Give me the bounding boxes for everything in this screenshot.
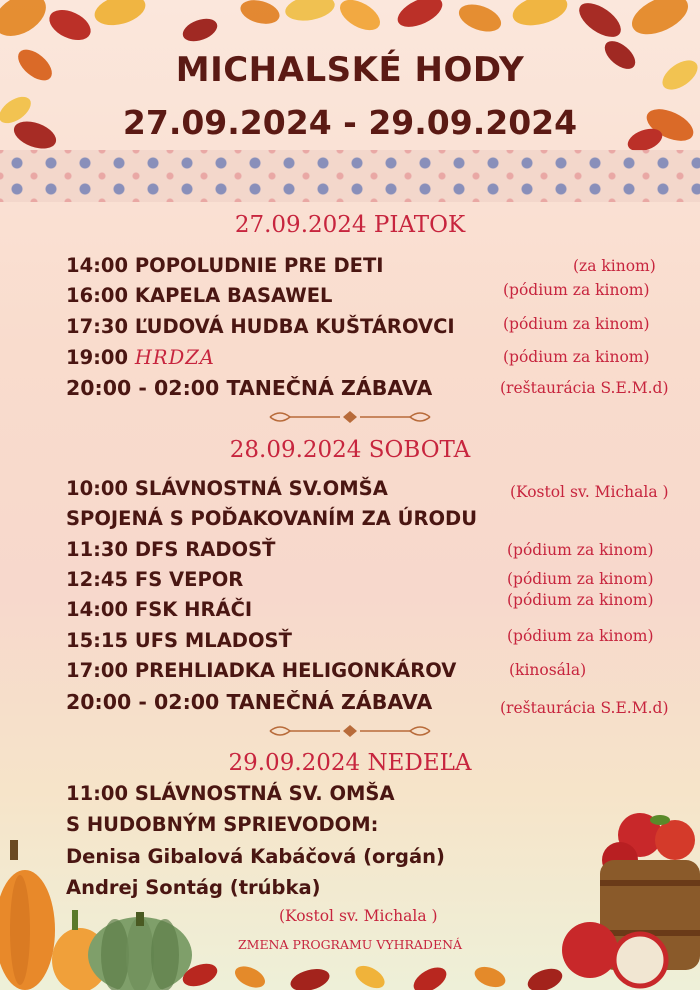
event-text: DFS RADOSŤ <box>134 538 276 561</box>
event-location: (pódium za kinom) <box>507 591 654 609</box>
event-time: 20:00 - 02:00 <box>66 690 220 714</box>
event-row <box>66 284 332 307</box>
folk-ornament-band <box>0 150 700 202</box>
event-text: POPOLUDNIE PRE DETI <box>134 254 384 277</box>
event-location: (pódium za kinom) <box>503 348 650 366</box>
event-row <box>66 315 455 338</box>
event-text: SLÁVNOSTNÁ SV.OMŠA <box>134 477 388 500</box>
event-row <box>66 629 292 652</box>
event-location: (pódium za kinom) <box>507 627 654 645</box>
event-location: (pódium za kinom) <box>507 570 654 588</box>
event-row <box>66 568 243 591</box>
event-row <box>66 538 275 561</box>
event-location: (reštaurácia S.E.M.d) <box>500 699 669 717</box>
event-row <box>66 598 252 621</box>
autumn-leaves-bottom-decoration <box>180 955 580 990</box>
event-location: (pódium za kinom) <box>507 541 654 559</box>
event-row <box>66 477 388 500</box>
sunday-line: Denisa Gibalová Kabáčová (orgán) <box>66 845 445 868</box>
event-row <box>66 346 215 369</box>
event-text-continued: SPOJENÁ S POĎAKOVANÍM ZA ÚRODU <box>66 507 478 530</box>
sunday-line: S HUDOBNÝM SPRIEVODOM: <box>66 813 379 836</box>
event-row <box>66 376 432 400</box>
event-text: PREHLIADKA HELIGONKÁROV <box>134 659 457 682</box>
event-text: UFS MLADOSŤ <box>134 629 292 652</box>
event-row <box>66 659 456 682</box>
event-title: MICHALSKÉ HODY <box>175 50 525 90</box>
event-location: (pódium za kinom) <box>503 281 650 299</box>
event-time: 17:30 <box>66 315 129 338</box>
event-location: (reštaurácia S.E.M.d) <box>500 379 669 397</box>
event-time: 15:15 <box>66 629 129 652</box>
event-text: FS VEPOR <box>134 568 244 591</box>
event-time: 11:30 <box>66 538 129 561</box>
event-time: 17:00 <box>66 659 129 682</box>
sunday-line: 11:00 SLÁVNOSTNÁ SV. OMŠA <box>66 782 395 805</box>
day-heading-sunday: 29.09.2024 NEDEĽA <box>228 750 472 776</box>
event-time: 19:00 <box>66 346 129 369</box>
event-dates: 27.09.2024 - 29.09.2024 <box>122 103 578 142</box>
event-time: 10:00 <box>66 477 129 500</box>
day-heading-saturday: 28.09.2024 SOBOTA <box>229 437 471 463</box>
apple-basket-decoration <box>560 800 700 990</box>
event-time: 14:00 <box>66 598 129 621</box>
event-row <box>66 690 432 714</box>
event-time: 12:45 <box>66 568 129 591</box>
day-heading-friday: 27.09.2024 PIATOK <box>234 212 466 238</box>
band-name-hrdza: HRDZA <box>134 346 215 369</box>
event-row <box>66 254 384 277</box>
event-text: KAPELA BASAWEL <box>134 284 333 307</box>
event-time: 16:00 <box>66 284 129 307</box>
event-text: ĽUDOVÁ HUDBA KUŠTÁROVCI <box>134 315 455 338</box>
event-location: (Kostol sv. Michala ) <box>279 907 438 925</box>
event-text: TANEČNÁ ZÁBAVA <box>226 690 433 714</box>
event-location: (za kinom) <box>573 257 656 275</box>
pumpkins-decoration <box>0 830 200 990</box>
event-location: (Kostol sv. Michala ) <box>510 483 669 501</box>
event-location: (pódium za kinom) <box>503 315 650 333</box>
ornament-divider <box>265 721 435 741</box>
event-time: 14:00 <box>66 254 129 277</box>
program-change-note: ZMENA PROGRAMU VYHRADENÁ <box>237 937 463 952</box>
event-text: TANEČNÁ ZÁBAVA <box>226 376 433 400</box>
event-text: FSK HRÁČI <box>134 598 253 621</box>
ornament-divider <box>265 407 435 427</box>
event-location: (kinosála) <box>509 661 587 679</box>
event-time: 20:00 - 02:00 <box>66 376 220 400</box>
sunday-line: Andrej Sontág (trúbka) <box>66 876 321 899</box>
